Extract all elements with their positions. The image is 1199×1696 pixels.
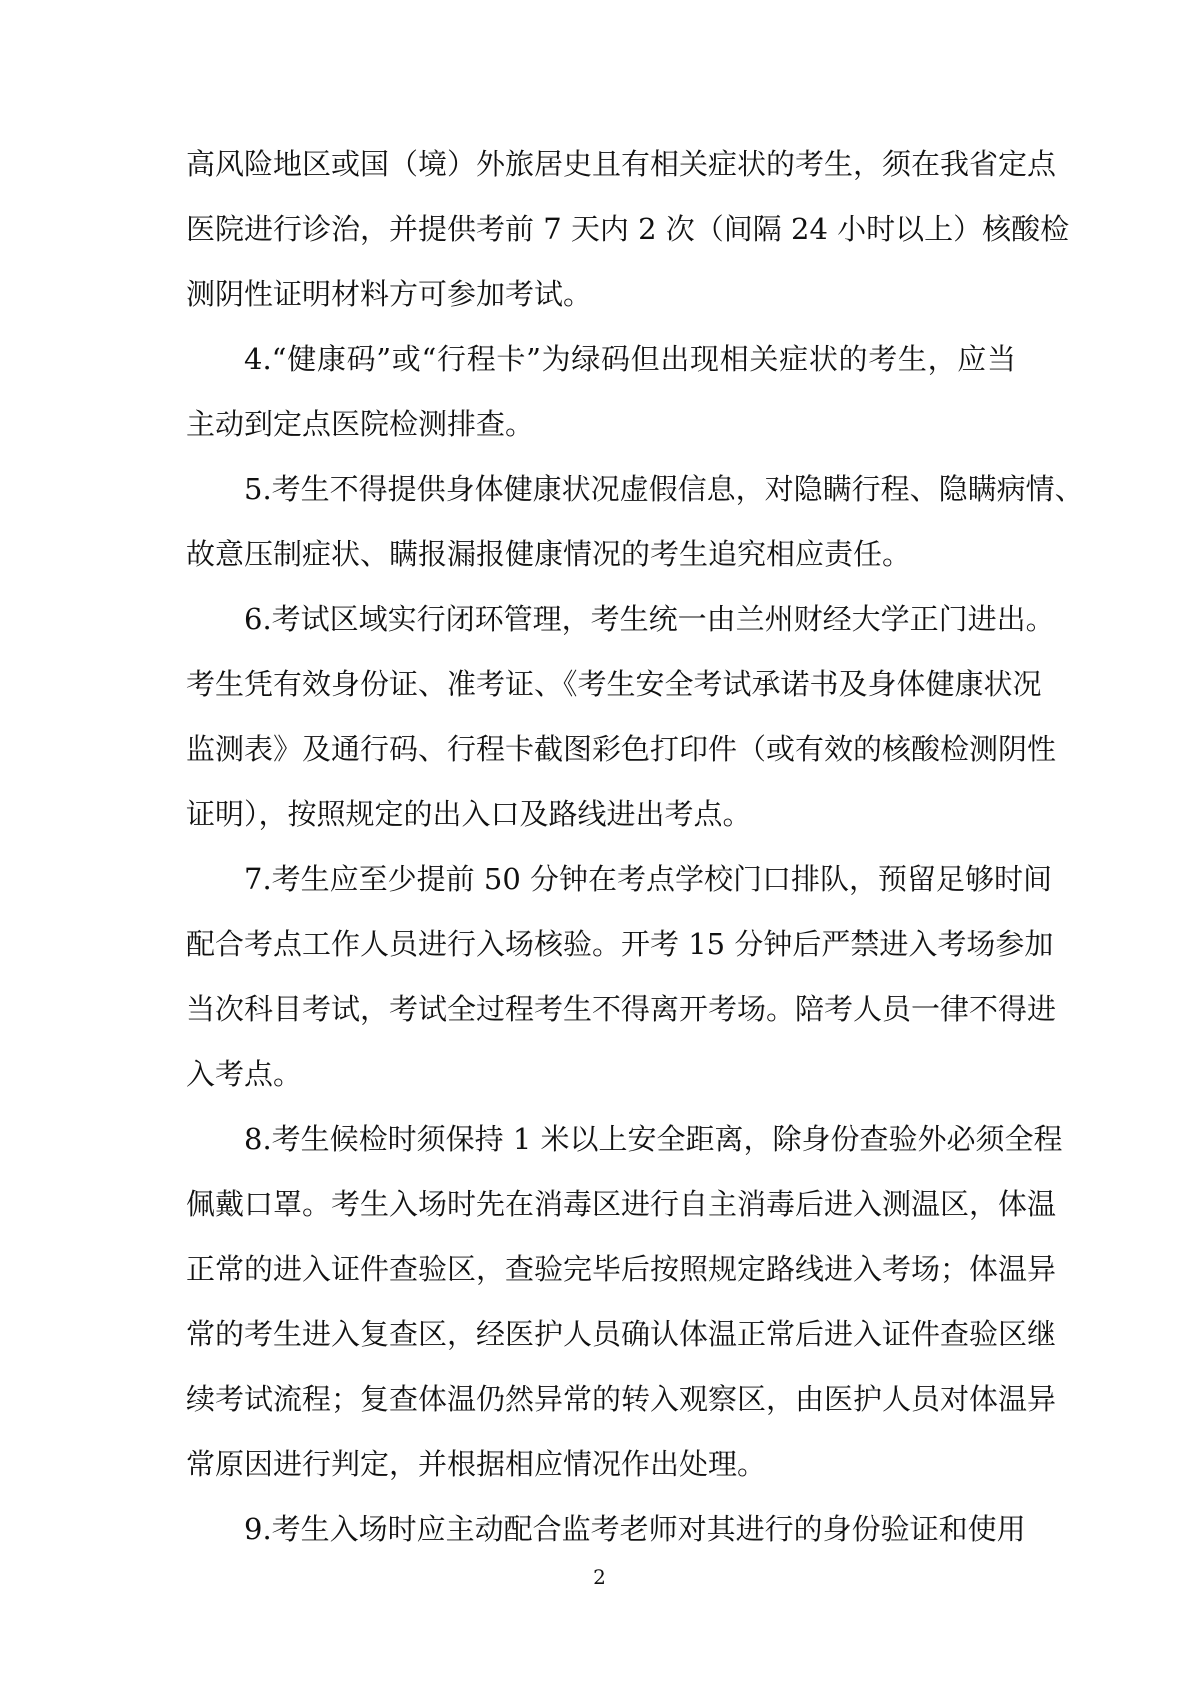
text-line: 常原因进行判定，并根据相应情况作出处理。 bbox=[186, 1447, 767, 1481]
text-line: 7.考生应至少提前 50 分钟在考点学校门口排队，预留足够时间 bbox=[244, 862, 1053, 896]
text-line: 6.考试区域实行闭环管理，考生统一由兰州财经大学正门进出。 bbox=[244, 602, 1055, 636]
text-line: 9.考生入场时应主动配合监考老师对其进行的身份验证和使用 bbox=[244, 1512, 1026, 1546]
text-line: 配合考点工作人员进行入场核验。开考 15 分钟后严禁进入考场参加 bbox=[186, 927, 1054, 961]
text-line: 主动到定点医院检测排查。 bbox=[186, 407, 535, 441]
text-line: 故意压制症状、瞒报漏报健康情况的考生追究相应责任。 bbox=[186, 537, 912, 571]
page-number: 2 bbox=[593, 1565, 606, 1589]
text-line: 测阴性证明材料方可参加考试。 bbox=[186, 277, 593, 311]
text-line: 入考点。 bbox=[186, 1057, 303, 1091]
text-line: 考生凭有效身份证、准考证、《考生安全考试承诺书及身体健康状况 bbox=[186, 667, 1042, 701]
text-line: 正常的进入证件查验区，查验完毕后按照规定路线进入考场；体温异 bbox=[186, 1252, 1057, 1286]
text-line: 续考试流程；复查体温仍然异常的转入观察区，由医护人员对体温异 bbox=[186, 1382, 1057, 1416]
text-line: 佩戴口罩。考生入场时先在消毒区进行自主消毒后进入测温区，体温 bbox=[186, 1187, 1057, 1221]
text-line: 高风险地区或国（境）外旅居史且有相关症状的考生，须在我省定点 bbox=[186, 147, 1057, 181]
text-line: 监测表》及通行码、行程卡截图彩色打印件（或有效的核酸检测阴性 bbox=[186, 732, 1057, 766]
text-line: 8.考生候检时须保持 1 米以上安全距离，除身份查验外必须全程 bbox=[244, 1122, 1063, 1156]
text-line: 当次科目考试，考试全过程考生不得离开考场。陪考人员一律不得进 bbox=[186, 992, 1057, 1026]
text-line: 4.“健康码”或“行程卡”为绿码但出现相关症状的考生，应当 bbox=[244, 342, 1016, 376]
text-line: 5.考生不得提供身体健康状况虚假信息，对隐瞒行程、隐瞒病情、 bbox=[244, 472, 1084, 506]
text-line: 常的考生进入复查区，经医护人员确认体温正常后进入证件查验区继 bbox=[186, 1317, 1057, 1351]
text-line: 医院进行诊治，并提供考前 7 天内 2 次（间隔 24 小时以上）核酸检 bbox=[186, 212, 1070, 246]
text-line: 证明），按照规定的出入口及路线进出考点。 bbox=[186, 797, 752, 831]
